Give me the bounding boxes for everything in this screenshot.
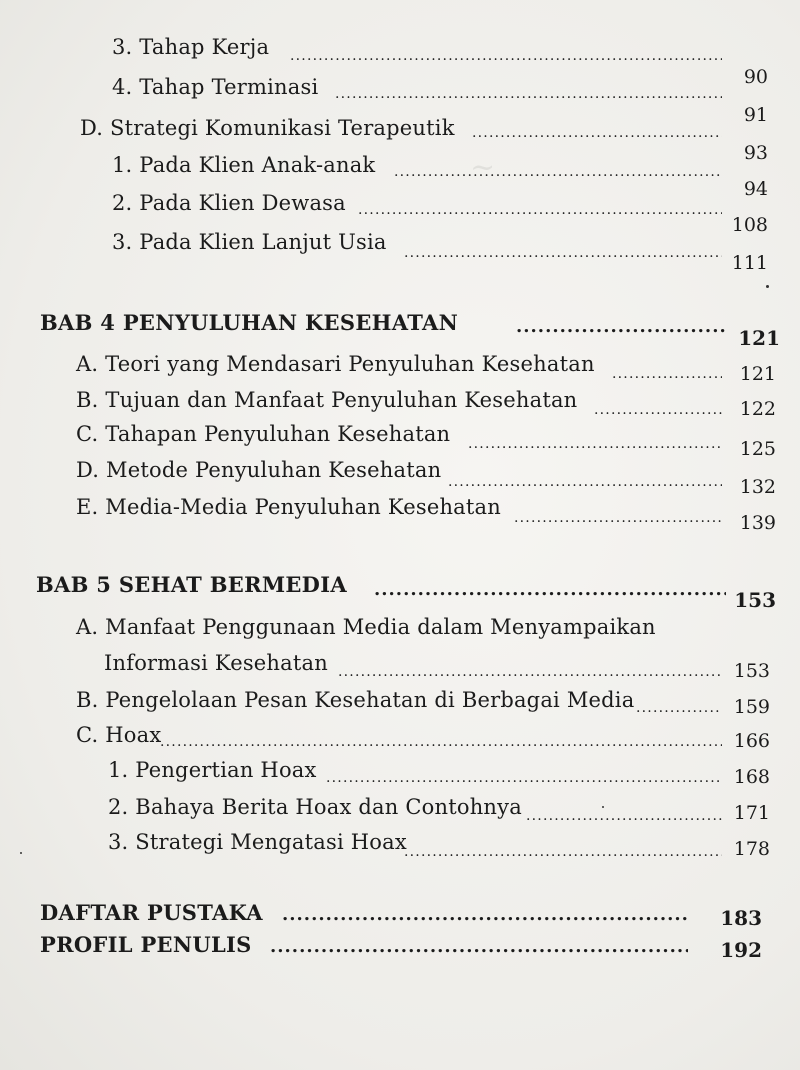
toc-entry-page: 178: [733, 838, 770, 860]
daftar-pustaka-title: DAFTAR PUSTAKA: [40, 900, 263, 925]
toc-entry-label: 1. Pengertian Hoax: [108, 758, 317, 782]
toc-leader-dots: [448, 474, 722, 490]
toc-entry-label: A. Teori yang Mendasari Penyuluhan Kesehatan: [76, 352, 595, 376]
toc-entry-page: 90: [743, 66, 768, 88]
toc-leader-dots: [290, 48, 722, 64]
toc-entry-label: E. Media-Media Penyuluhan Kesehatan: [76, 495, 501, 519]
toc-leader-dots: [612, 366, 722, 382]
paper-speck: [20, 852, 22, 854]
toc-entry-label: Informasi Kesehatan: [104, 651, 328, 675]
bab5-page: 153: [734, 588, 776, 612]
toc-leader-dots: [472, 125, 722, 141]
toc-entry-page: 111: [731, 252, 768, 274]
toc-entry-label: D. Metode Penyuluhan Kesehatan: [76, 458, 442, 482]
toc-leader-dots: [335, 86, 722, 102]
bab4-page: 121: [738, 326, 780, 350]
toc-leader-dots: [468, 436, 722, 452]
toc-entry-label: C. Tahapan Penyuluhan Kesehatan: [76, 422, 451, 446]
toc-leader-dots: [338, 664, 722, 680]
bab4-title: BAB 4 PENYULUHAN KESEHATAN: [40, 310, 459, 335]
toc-entry-page: 171: [733, 802, 770, 824]
toc-entry-page: 166: [733, 730, 770, 752]
toc-entry-page: 108: [731, 214, 768, 236]
toc-entry-page: 132: [739, 476, 776, 498]
toc-entry-label: A. Manfaat Penggunaan Media dalam Menyampaikan: [76, 615, 656, 639]
bleed-through: ~: [470, 150, 496, 185]
toc-leader-dots: [270, 936, 688, 957]
toc-entry-label: C. Hoax: [76, 723, 162, 747]
toc-entry-label: D. Strategi Komunikasi Terapeutik: [80, 116, 455, 140]
toc-leader-dots: [394, 164, 722, 180]
toc-leader-dots: [160, 734, 722, 750]
toc-entry-page: 122: [739, 398, 776, 420]
toc-entry-page: 139: [739, 512, 776, 534]
daftar-pustaka-page: 183: [720, 906, 762, 930]
toc-entry-label: 4. Tahap Terminasi: [112, 75, 319, 99]
toc-entry-page: 91: [743, 104, 768, 126]
profil-penulis-page: 192: [720, 938, 762, 962]
bab5-title: BAB 5 SEHAT BERMEDIA: [36, 572, 347, 597]
paper-speck: [766, 285, 769, 288]
toc-entry-label: 3. Tahap Kerja: [112, 35, 270, 59]
toc-entry-page: 125: [739, 438, 776, 460]
toc-leader-dots: [358, 202, 722, 218]
toc-leader-dots: [404, 245, 722, 261]
toc-leader-dots: [404, 844, 722, 860]
toc-leader-dots: [526, 808, 722, 824]
toc-entry-label: B. Pengelolaan Pesan Kesehatan di Berbagai Media: [76, 688, 635, 712]
toc-leader-dots: [326, 770, 722, 786]
toc-entry-label: 2. Pada Klien Dewasa: [112, 191, 346, 215]
toc-entry-label: 2. Bahaya Berita Hoax dan Contohnya: [108, 795, 522, 819]
toc-entry-page: 159: [733, 696, 770, 718]
toc-entry-label: 3. Pada Klien Lanjut Usia: [112, 230, 387, 254]
toc-entry-label: 3. Strategi Mengatasi Hoax: [108, 830, 407, 854]
profil-penulis-title: PROFIL PENULIS: [40, 932, 252, 957]
toc-entry-label: B. Tujuan dan Manfaat Penyuluhan Kesehatan: [76, 388, 578, 412]
toc-leader-dots: [374, 579, 726, 600]
toc-leader-dots: [514, 510, 722, 526]
toc-leader-dots: [516, 316, 726, 337]
toc-leader-dots: [594, 402, 722, 418]
toc-entry-page: 93: [743, 142, 768, 164]
toc-entry-page: 153: [733, 660, 770, 682]
toc-entry-page: 94: [743, 178, 768, 200]
toc-leader-dots: [282, 904, 688, 925]
toc-entry-page: 168: [733, 766, 770, 788]
toc-entry-page: 121: [739, 363, 776, 385]
toc-entry-label: 1. Pada Klien Anak-anak: [112, 153, 376, 177]
